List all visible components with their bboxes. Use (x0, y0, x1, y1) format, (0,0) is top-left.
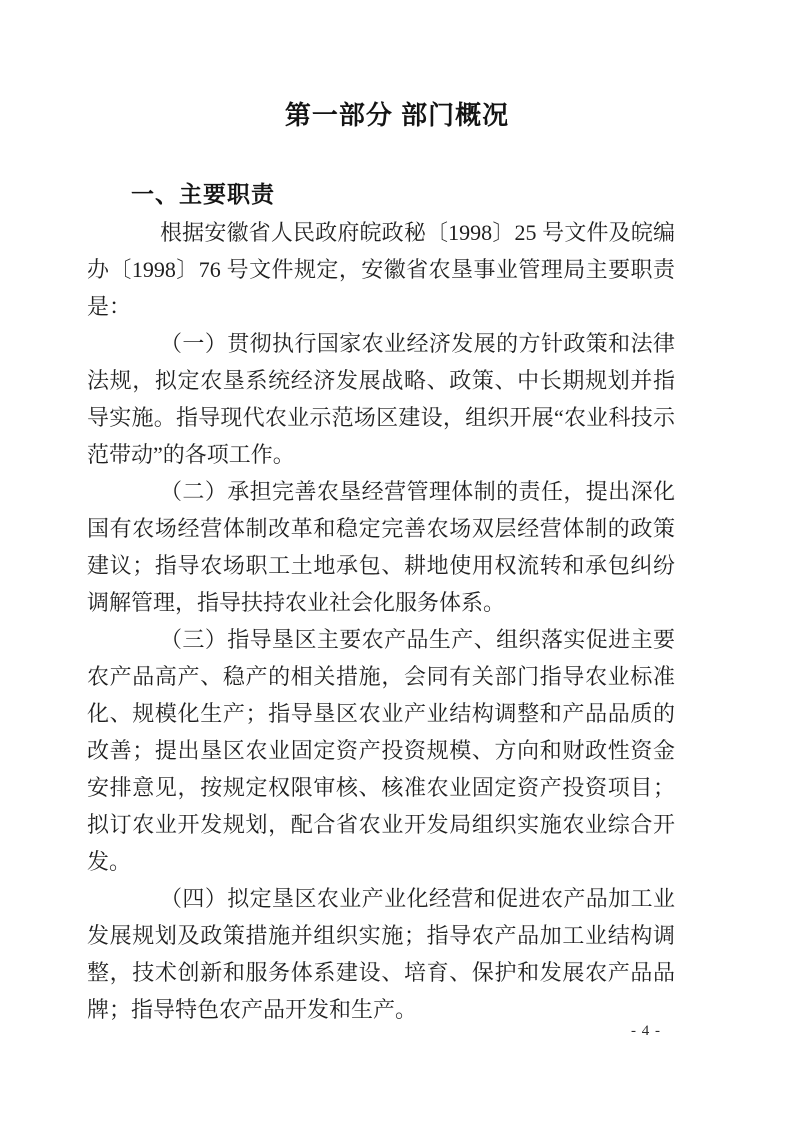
paragraph-duty-4: （四）拟定垦区农业产业化经营和促进农产品加工业发展规划及政策措施并组织实施；指导农产品加工业结构调整，技术创新和服务体系建设、培育、保护和发展农产品品牌；指导特色农产品开发和生产。 (87, 886, 675, 1022)
document-body (87, 214, 675, 1028)
paragraph-intro: 根据安徽省人民政府皖政秘〔1998〕25 号文件及皖编办〔1998〕76 号文件规定，安徽省农垦事业管理局主要职责是： (87, 220, 675, 319)
paragraph-duty-1: （一）贯彻执行国家农业经济发展的方针政策和法律法规，拟定农垦系统经济发展战略、政策、中长期规划并指导实施。指导现代农业示范场区建设，组织开展“农业科技示范带动”的各项工作。 (87, 331, 675, 467)
page-number: - 4 - (631, 1023, 661, 1039)
paragraph-duty-3: （三）指导垦区主要农产品生产、组织落实促进主要农产品高产、稳产的相关措施，会同有关部门指导农业标准化、规模化生产；指导垦区农业产业结构调整和产品品质的改善；提出垦区农业固定资产投资规模、方向和财政性资金安排意见，按规定权限审核、核准农业固定资产投资项目；拟订农业开发规划，配合省农业开发局组织实施农业综合开发。 (87, 627, 675, 874)
document-title: 第一部分 部门概况 (284, 100, 510, 130)
paragraph-duty-2: （二）承担完善农垦经营管理体制的责任，提出深化国有农场经营体制改革和稳定完善农场双层经营体制的政策建议；指导农场职工土地承包、耕地使用权流转和承包纠纷调解管理，指导扶持农业社会化服务体系。 (87, 479, 675, 615)
section-heading: 一、主要职责 (131, 181, 275, 207)
